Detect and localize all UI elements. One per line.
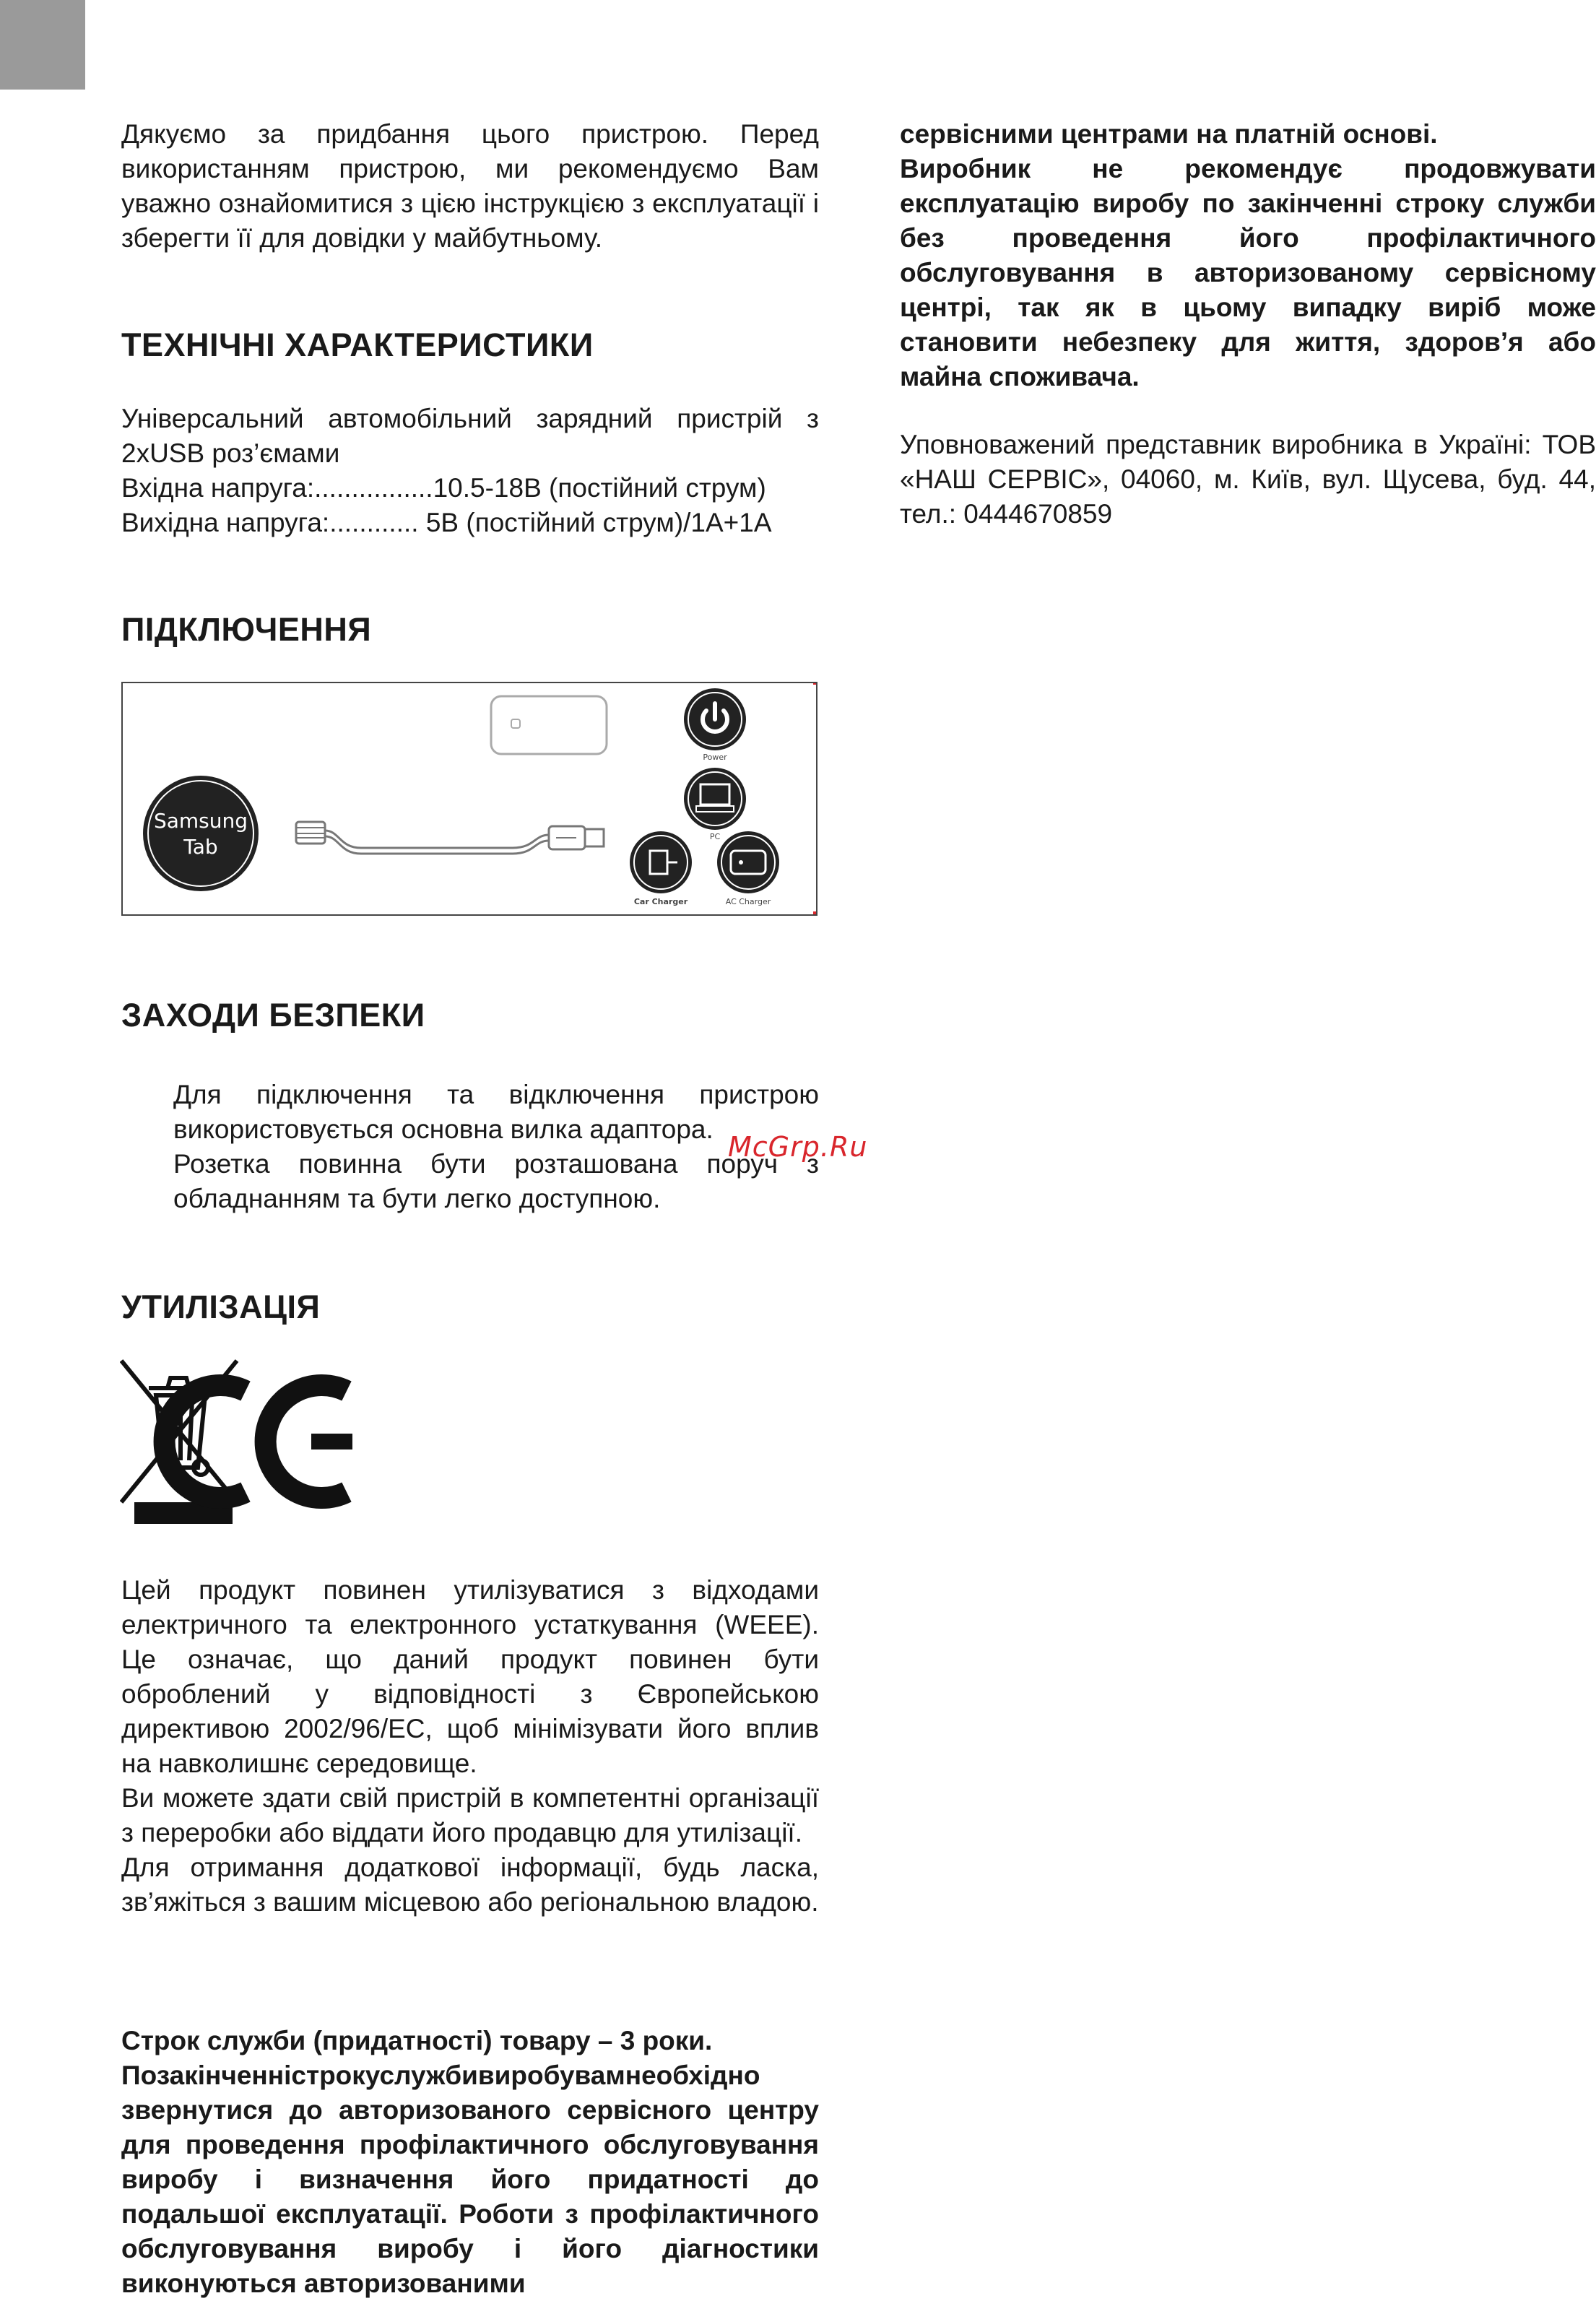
service-lifetime: Строк служби (придатності) товару – 3 роки. bbox=[121, 2026, 713, 2055]
ac-charger-label: AC Charger bbox=[725, 897, 771, 906]
disposal-symbols bbox=[120, 1359, 423, 1536]
disposal-p2: Ви можете здати свій пристрій в компетентні організації з переробки або віддати його продавцю для утилізації. bbox=[121, 1783, 819, 1847]
charger-led bbox=[511, 719, 520, 728]
tech-specs bbox=[121, 402, 819, 540]
safety-p2: Розетка повинна бути розташована поруч з обладнанням та бути легко доступною. bbox=[173, 1149, 819, 1213]
car-charger-label: Car Charger bbox=[633, 897, 688, 906]
pc-label: PC bbox=[709, 832, 721, 841]
ac-charger-circle bbox=[717, 831, 779, 893]
page-corner-tab bbox=[0, 0, 85, 90]
representative-text: Уповноважений представник виробника в Україні: ТОВ «НАШ СЕРВІС», 04060, м. Київ, вул. Щусева, буд. 44, тел.: 0444670859 bbox=[900, 430, 1596, 529]
safety-p1: Для підключення та відключення пристрою використовується основна вилка адаптора. bbox=[173, 1080, 819, 1144]
safety-text bbox=[173, 1078, 819, 1216]
tech-description: Універсальний автомобільний зарядний пристрій з 2xUSB роз’ємами bbox=[121, 404, 819, 468]
service-life-text bbox=[121, 2024, 819, 2301]
connection-diagram bbox=[121, 682, 817, 916]
service-continued bbox=[900, 117, 1596, 394]
disposal-heading: УТИЛІЗАЦІЯ bbox=[121, 1288, 321, 1325]
output-voltage: Вихідна напруга:............ 5В (постійний струм)/1А+1А bbox=[121, 508, 772, 537]
weee-ce-graphic bbox=[120, 1359, 423, 1533]
watermark: McGrp.Ru bbox=[728, 1131, 868, 1163]
cable bbox=[325, 831, 549, 848]
safety-heading: ЗАХОДИ БЕЗПЕКИ bbox=[121, 997, 425, 1034]
disposal-p3: Для отримання додаткової інформації, будь ласка, зв’яжіться з вашим місцевою або регіональною владою. bbox=[121, 1852, 819, 1917]
intro-paragraph: Дякуємо за придбання цього пристрою. Перед використанням пристрою, ми рекомендуємо Вам уважно ознайомитися з цією інструкцією з експлуатації і зберегти її для довідки у майбутньому. bbox=[121, 119, 819, 253]
tech-heading: ТЕХНІЧНІ ХАРАКТЕРИСТИКИ bbox=[121, 326, 594, 363]
samsung-label: Samsung bbox=[153, 809, 248, 833]
disposal-text bbox=[121, 1573, 819, 1920]
representative-info bbox=[900, 428, 1596, 532]
charger-outline bbox=[491, 696, 607, 754]
car-charger-circle bbox=[630, 831, 692, 893]
power-label: Power bbox=[703, 753, 727, 762]
tab-label: Tab bbox=[183, 835, 218, 859]
connection-heading: ПІДКЛЮЧЕННЯ bbox=[121, 611, 372, 648]
disposal-p1: Цей продукт повинен утилізуватися з відходами електричного та електронного устаткування (WEEE). Це означає, що даний продукт повинен бути оброблений у відповідності з Європейською директивою 2002/96/ЕС, щоб мінімізувати його вплив на навколишнє середовище. bbox=[121, 1575, 819, 1778]
service-p1: Позакінченністрокуслужбивиробувамнеобхідно звернутися до авторизованого сервісного центру для проведення профілактичного обслуговування виробу і визначення його придатності до подальшої експлуатації. Роботи з профілактичного обслуговування виробу і його діагностики виконуються авторизованими bbox=[121, 2060, 819, 2298]
connection-diagram-graphic bbox=[123, 683, 816, 914]
samsung-tab-circle bbox=[143, 776, 259, 891]
pc-circle bbox=[684, 768, 746, 830]
service-p1-continued: сервісними центрами на платній основі. bbox=[900, 119, 1438, 149]
input-voltage: Вхідна напруга:................10.5-18В (постійний струм) bbox=[121, 473, 766, 503]
service-p2: Виробник не рекомендує продовжувати експлуатацію виробу по закінченні строку служби без проведення його профілактичного обслуговування в авторизованому сервісному центрі, так як в цьому випадку виріб може становити небезпеку для життя, здоров’я або майна споживача. bbox=[900, 154, 1596, 391]
